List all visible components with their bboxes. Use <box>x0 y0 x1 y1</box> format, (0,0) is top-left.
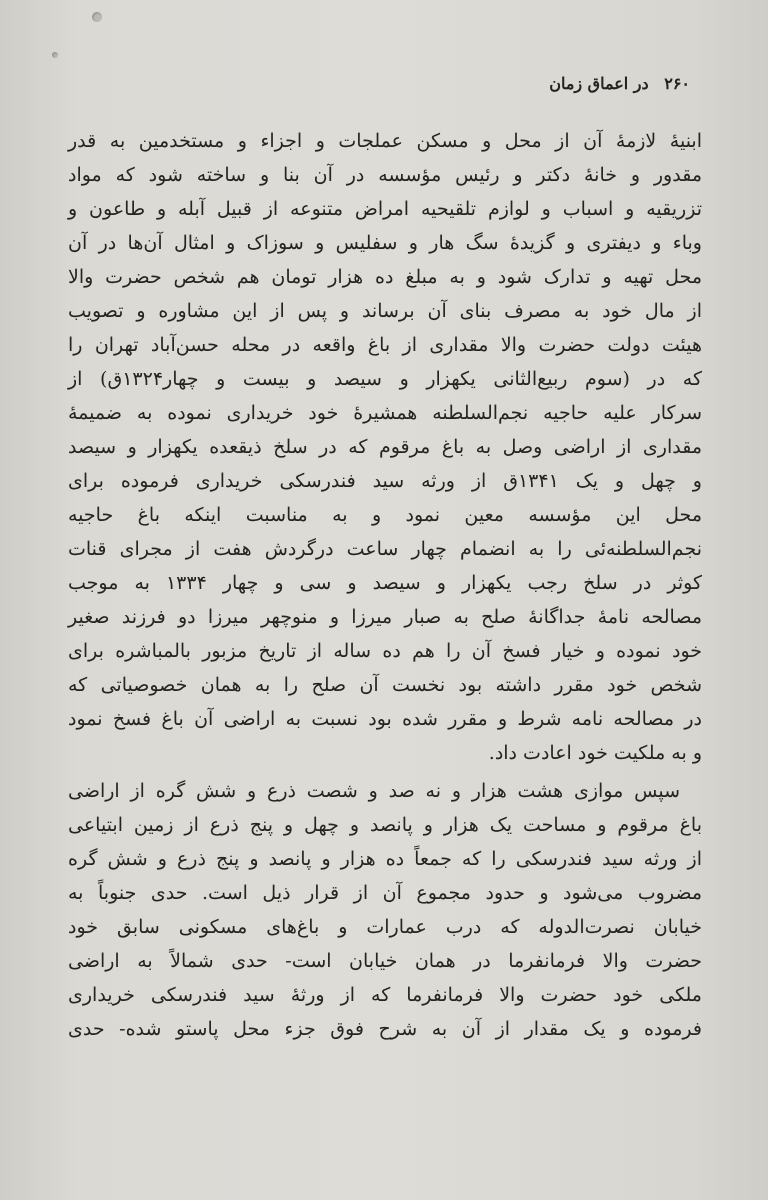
text-line: سرکار علیه حاجیه نجم‌السلطنه همشیرهٔ خود خریداری نموده به ضمیمهٔ <box>68 402 702 424</box>
text-line: خیابان نصرت‌الدوله که درب عمارات و باغ‌های مسکونی سابق خود <box>68 916 702 938</box>
text-line: مصالحه نامهٔ جداگانهٔ صلح به صبار میرزا و منوچهر میرزا دو فرزند صغیر <box>68 606 702 628</box>
text-line: شخص خود مقرر داشته بود نخست آن صلح را به همان خصوصیاتی که <box>68 674 702 696</box>
book-title: در اعماق زمان <box>549 74 649 93</box>
running-head <box>549 74 690 93</box>
text-line: فرموده و یک مقدار از آن به شرح فوق جزء محل پاستو شده- حدی <box>68 1018 702 1040</box>
text-line: از ورثه سید فندرسکی را که جمعاً ده هزار و پانصد و پنج ذرع و شش گره <box>68 848 702 870</box>
text-line: تزریقیه و اسباب و لوازم تلقیحیه امراض متنوعه از قبیل آبله و طاعون و <box>68 198 702 220</box>
text-line: نجم‌السلطنه‌ئی را به انضمام چهار ساعت درگردش هفت از مجرای قنات <box>68 538 702 560</box>
text-line: ملکی خود حضرت والا فرمانفرما که از ورثهٔ سید فندرسکی خریداری <box>68 984 702 1006</box>
text-line: حضرت والا فرمانفرما در همان خیابان است- حدی شمالاً به اراضی <box>68 950 702 972</box>
text-line: سپس موازی هشت هزار و نه صد و شصت ذرع و شش گره از اراضی <box>68 780 680 802</box>
paper-hole-mark <box>92 12 102 22</box>
text-line: و چهل و یک ۱۳۴۱ق از ورثه سید فندرسکی خریداری فرموده برای <box>68 470 702 492</box>
text-line: که در (سوم ربیع‌الثانی یکهزار و سیصد و بیست و چهار۱۳۲۴ق) از <box>68 368 703 390</box>
text-line: ابنیهٔ لازمهٔ آن از محل و مسکن عملجات و اجزاء و مستخدمین به قدر <box>68 130 702 152</box>
text-line: مضروب می‌شود و حدود مجموع آن از قرار ذیل است. حدی جنوباً به <box>68 882 702 904</box>
body-text <box>68 124 702 1046</box>
text-line: محل این مؤسسه معین نمود و به مناسبت اینکه باغ حاجیه <box>68 504 702 526</box>
text-line: از مال خود به مصرف بنای آن برساند و پس از این مشاوره و تصویب <box>68 300 702 322</box>
text-line: هیئت دولت حضرت والا مقداری از باغ واقعه در محله حسن‌آباد تهران را <box>68 334 702 356</box>
text-line: مقداری از اراضی وصل به باغ مرقوم که در سلخ ذیقعده یکهزار و سیصد <box>68 436 702 458</box>
text-line: خود نموده و خیار فسخ آن را هم ده ساله از تاریخ مزبور بالمباشره برای <box>68 640 702 662</box>
text-line: وباء و دیفتری و گزیدهٔ سگ هار و سفلیس و سوزاک و امثال آن‌ها در آن <box>68 232 702 254</box>
text-line: در مصالحه نامه شرط و مقرر شده بود نسبت به اراضی آن باغ فسخ نمود <box>68 708 702 730</box>
paper-hole-mark <box>52 52 58 58</box>
text-line: کوثر در سلخ رجب یکهزار و سیصد و سی و چهار ۱۳۳۴ به موجب <box>68 572 702 594</box>
text-line: و به ملکیت خود اعادت داد. <box>488 742 702 764</box>
text-line: محل تهیه و تدارک شود و به مبلغ ده هزار تومان هم شخص حضرت والا <box>68 266 702 288</box>
text-line: مقدور و خانهٔ دکتر و رئیس مؤسسه در آن بنا و ساخته شود که مواد <box>68 164 702 186</box>
text-line: باغ مرقوم و مساحت یک هزار و پانصد و چهل و پنج ذرع از زمین ابتیاعی <box>68 814 702 836</box>
page-number: ۲۶۰ <box>664 74 690 93</box>
